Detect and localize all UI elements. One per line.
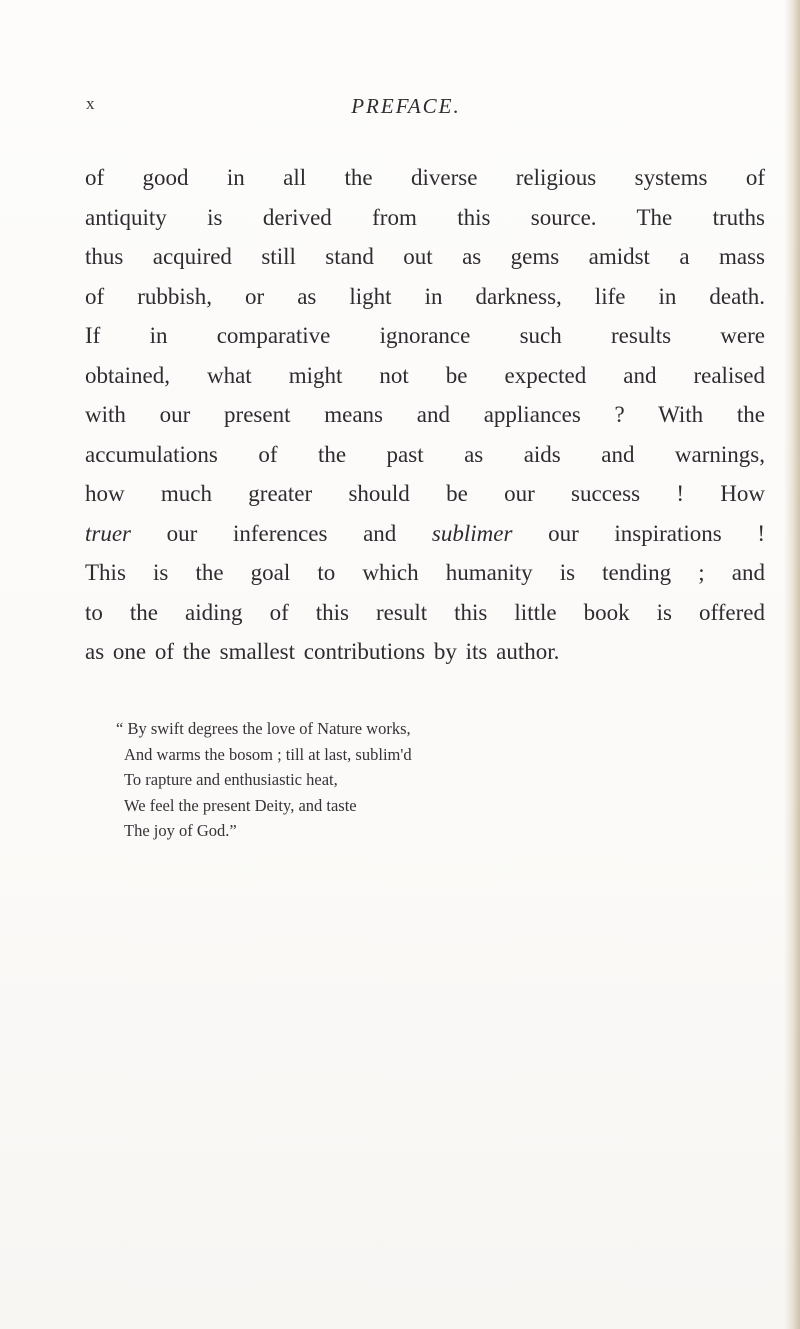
italic-word-truer: truer: [85, 520, 131, 546]
text-line: accumulations of the past as aids and warnings,: [85, 441, 765, 467]
verse-line: We feel the present Deity, and taste: [124, 795, 357, 815]
verse-line: “ By swift degrees the love of Nature works,: [116, 719, 411, 738]
quoted-verse: [116, 716, 636, 844]
text-line: to the aiding of this result this little book is offered: [85, 599, 765, 625]
text-line-mixed: [85, 514, 765, 554]
text-line: as one of the smallest contributions by its author.: [85, 639, 560, 664]
text-line: how much greater should be our success ! How: [85, 481, 765, 506]
page-edge-shadow: [784, 0, 800, 1329]
text-segment: our inferences and: [166, 520, 397, 546]
page-number: x: [86, 94, 96, 113]
text-line: thus acquired still stand out as gems amidst a mass: [85, 244, 765, 269]
text-line: of rubbish, or as light in darkness, life in death.: [85, 283, 765, 309]
verse-line: And warms the bosom ; till at last, sublim'd: [124, 744, 412, 764]
text-line: with our present means and appliances ? With the: [85, 402, 765, 427]
verse-line: To rapture and enthusiastic heat,: [124, 770, 338, 789]
text-line: obtained, what might not be expected and realised: [85, 362, 765, 388]
text-line: This is the goal to which humanity is tending ; and: [85, 560, 765, 585]
running-title: PREFACE.: [351, 94, 461, 118]
text-segment: our inspirations !: [548, 520, 765, 546]
running-head: [86, 94, 726, 122]
italic-word-sublimer: sublimer: [431, 520, 513, 546]
text-line: antiquity is derived from this source. The truths: [85, 204, 765, 230]
verse-line: The joy of God.”: [124, 821, 237, 840]
body-paragraph: [85, 158, 765, 672]
text-line: If in comparative ignorance such results were: [85, 323, 765, 348]
text-line: of good in all the diverse religious systems of: [85, 165, 765, 190]
